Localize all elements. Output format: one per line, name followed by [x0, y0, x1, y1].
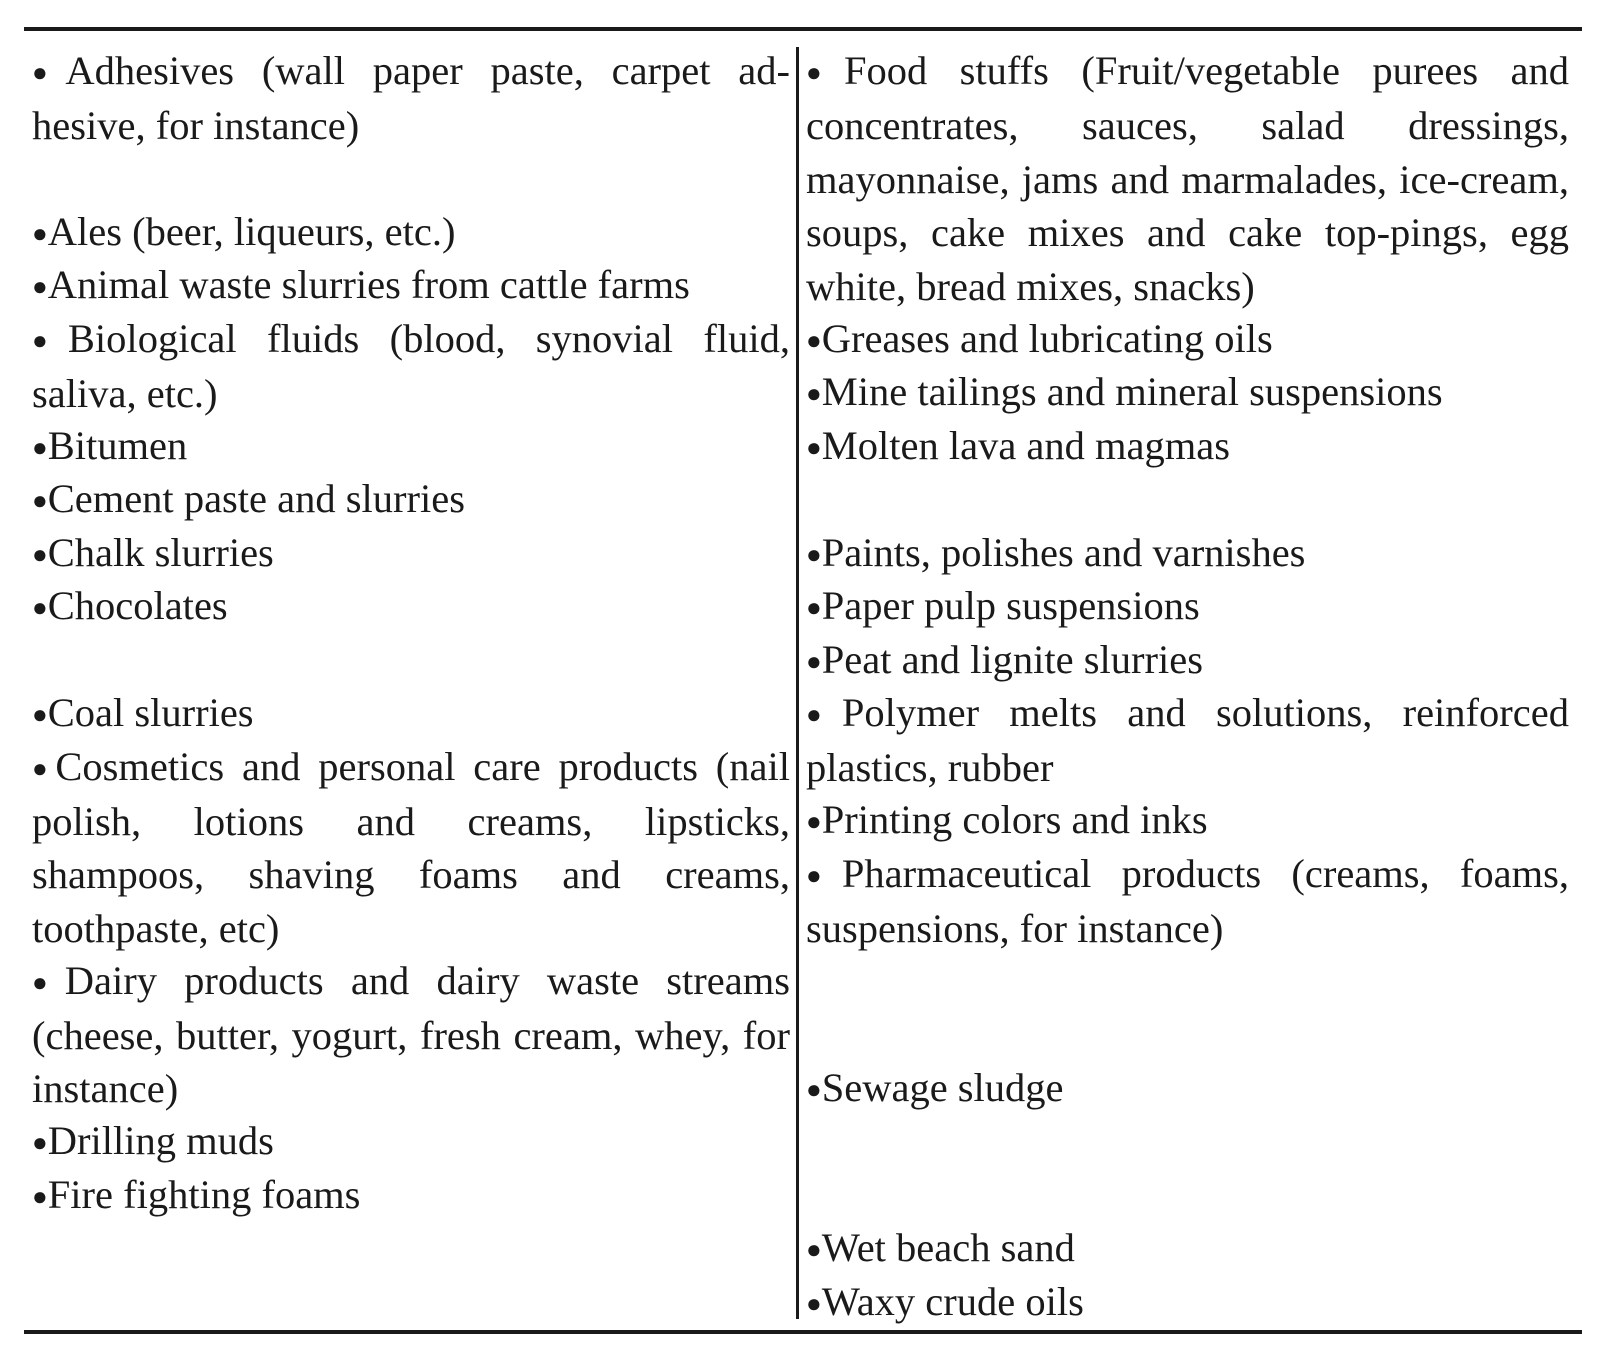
list-item: ●Wet beach sand	[806, 1225, 1075, 1270]
bullet-icon: ●	[806, 1234, 822, 1264]
bullet-icon: ●	[806, 860, 842, 890]
bullet-icon: ●	[32, 539, 48, 569]
table-bottom-rule	[24, 1330, 1582, 1334]
bullet-icon: ●	[32, 271, 48, 301]
bullet-icon: ●	[32, 218, 48, 248]
bullet-icon: ●	[806, 592, 822, 622]
bullet-icon: ●	[32, 325, 68, 355]
list-item: ●Food stuffs (Fruit/vegetable purees and concentrates, sauces, salad dressings, mayonnaise, jams and marmalades, ice-cream, soups, cake mixes and cake top-pings, egg white, bread mixes, snacks)	[806, 48, 1569, 309]
list-item: ●Animal waste slurries from cattle farms	[32, 262, 690, 307]
bullet-icon: ●	[32, 699, 48, 729]
list-item: ●Ales (beer, liqueurs, etc.)	[32, 208, 456, 254]
bullet-icon: ●	[32, 485, 48, 515]
list-item: ●Paper pulp suspensions	[806, 583, 1200, 628]
list-item: ●Greases and lubricating oils	[806, 315, 1273, 361]
bullet-icon: ●	[806, 325, 822, 355]
bullet-icon: ●	[806, 57, 844, 87]
left-column	[32, 44, 790, 1221]
right-column	[806, 44, 1569, 1328]
list-item: ●Drilling muds	[32, 1118, 274, 1163]
bullet-icon: ●	[806, 699, 842, 729]
list-item: ●Molten lava and magmas	[806, 422, 1230, 468]
list-item: ●Peat and lignite slurries	[806, 636, 1204, 682]
bullet-icon: ●	[806, 432, 822, 462]
bullet-icon: ●	[32, 592, 48, 622]
list-item: ●Adhesives (wall paper paste, carpet ad-hesive, for instance)	[32, 48, 790, 149]
list-item: ●Pharmaceutical products (creams, foams, suspensions, for instance)	[806, 850, 1569, 951]
list-item: ●Cosmetics and personal care products (nail polish, lotions and creams, lipsticks, shampoos, shaving foams and creams, toothpaste, etc)	[32, 743, 790, 951]
bullet-icon: ●	[806, 539, 822, 569]
list-item: ●Polymer melts and solutions, reinforced plastics, rubber	[806, 690, 1569, 791]
bullet-icon: ●	[32, 967, 65, 997]
list-item: ●Biological fluids (blood, synovial fluid, saliva, etc.)	[32, 315, 790, 416]
bullet-icon: ●	[32, 1127, 48, 1157]
list-item: ●Chalk slurries	[32, 529, 274, 575]
bullet-icon: ●	[32, 1181, 48, 1211]
list-item: ●Chocolates	[32, 583, 228, 628]
list-item: ●Paints, polishes and varnishes	[806, 529, 1306, 575]
bullet-icon: ●	[806, 1074, 822, 1104]
list-item: ●Bitumen	[32, 422, 188, 468]
list-item: ●Coal slurries	[32, 690, 254, 735]
list-item: ●Fire fighting foams	[32, 1171, 361, 1217]
bullet-icon: ●	[32, 753, 56, 783]
list-item: ●Dairy products and dairy waste streams (cheese, butter, yogurt, fresh cream, whey, for instance)	[32, 957, 790, 1112]
bullet-icon: ●	[806, 378, 822, 408]
column-divider	[796, 47, 799, 1319]
table-top-rule	[24, 27, 1582, 31]
list-item: ●Printing colors and inks	[806, 797, 1208, 842]
bullet-icon: ●	[806, 1288, 822, 1318]
list-item: ●Cement paste and slurries	[32, 476, 465, 521]
list-item: ●Mine tailings and mineral suspensions	[806, 369, 1443, 414]
list-item: ●Waxy crude oils	[806, 1278, 1084, 1324]
bullet-icon: ●	[806, 646, 822, 676]
list-item: ●Sewage sludge	[806, 1064, 1064, 1110]
bullet-icon: ●	[32, 57, 66, 87]
bullet-icon: ●	[806, 806, 822, 836]
bullet-icon: ●	[32, 432, 48, 462]
